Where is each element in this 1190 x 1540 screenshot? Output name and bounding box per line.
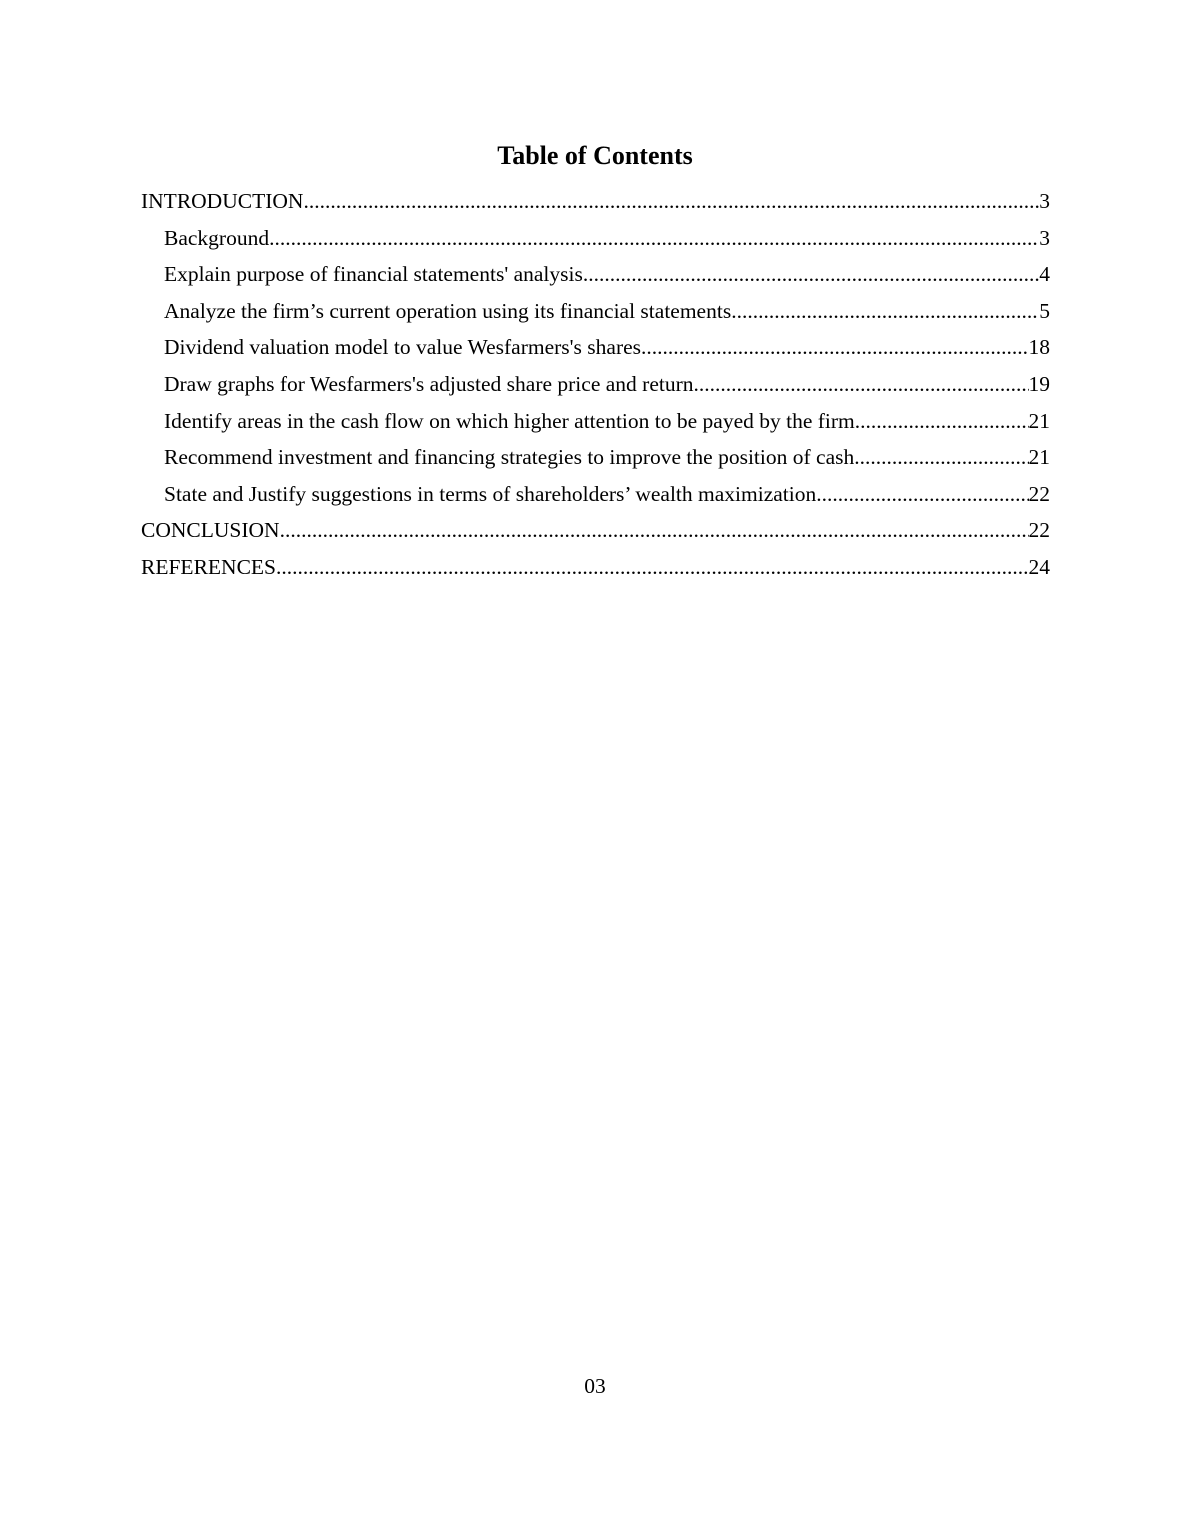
toc-entry-page: 21: [1028, 445, 1050, 470]
toc-dot-leader: [641, 331, 1028, 363]
toc-entry-page: 18: [1028, 335, 1050, 360]
toc-entry-purpose-of-analysis[interactable]: [141, 258, 1050, 295]
toc-entry-label: CONCLUSION: [141, 518, 280, 543]
toc-entry-page: 24: [1028, 554, 1050, 579]
toc-entry-page: 3: [1039, 225, 1050, 250]
page-title: Table of Contents: [497, 141, 693, 170]
toc-dot-leader: [854, 441, 1028, 473]
toc-dot-leader: [731, 295, 1039, 327]
toc-entry-current-operation[interactable]: [141, 295, 1050, 332]
toc-entry-page: 5: [1039, 298, 1050, 323]
toc-entry-page: 3: [1039, 189, 1050, 213]
toc-entry-label: Background: [164, 225, 270, 250]
toc-entry-label: State and Justify suggestions in terms of shareholders’ wealth maximization: [164, 481, 817, 506]
toc-entry-page: 21: [1028, 408, 1050, 433]
toc-entry-label: Identify areas in the cash flow on which higher attention to be payed by the firm: [164, 408, 855, 433]
toc-dot-leader: [269, 222, 1039, 254]
toc-entry-label: INTRODUCTION: [141, 189, 304, 213]
toc-entry-label: Explain purpose of financial statements' analysis: [164, 262, 583, 287]
toc-entry-investment-strategies[interactable]: [141, 441, 1050, 478]
toc-dot-leader: [583, 258, 1039, 290]
table-of-contents: [141, 185, 1050, 588]
toc-entry-cash-flow-areas[interactable]: [141, 405, 1050, 442]
page-number: 03: [584, 1374, 606, 1398]
toc-dot-leader: [303, 185, 1039, 217]
toc-entry-page: 22: [1028, 481, 1050, 506]
toc-dot-leader: [816, 478, 1028, 510]
toc-entry-wealth-maximization[interactable]: [141, 478, 1050, 515]
toc-dot-leader: [694, 368, 1029, 400]
toc-entry-share-price-graphs[interactable]: [141, 368, 1050, 405]
toc-dot-leader: [855, 405, 1029, 437]
toc-entry-conclusion[interactable]: [141, 514, 1050, 551]
toc-entry-references[interactable]: [141, 551, 1050, 588]
toc-entry-label: Analyze the firm’s current operation using its financial statements: [164, 298, 732, 323]
toc-entry-introduction[interactable]: [141, 185, 1050, 222]
toc-entry-page: 22: [1028, 518, 1050, 543]
toc-entry-background[interactable]: [141, 222, 1050, 259]
toc-entry-label: Dividend valuation model to value Wesfarmers's shares: [164, 335, 642, 360]
toc-entry-label: REFERENCES: [141, 554, 276, 579]
toc-entry-label: Draw graphs for Wesfarmers's adjusted share price and return: [164, 371, 694, 396]
toc-entry-page: 4: [1039, 262, 1050, 287]
toc-entry-dividend-valuation[interactable]: [141, 331, 1050, 368]
toc-entry-page: 19: [1028, 371, 1050, 396]
toc-entry-label: Recommend investment and financing strategies to improve the position of cash: [164, 445, 855, 470]
toc-dot-leader: [280, 514, 1029, 546]
toc-dot-leader: [276, 551, 1029, 583]
